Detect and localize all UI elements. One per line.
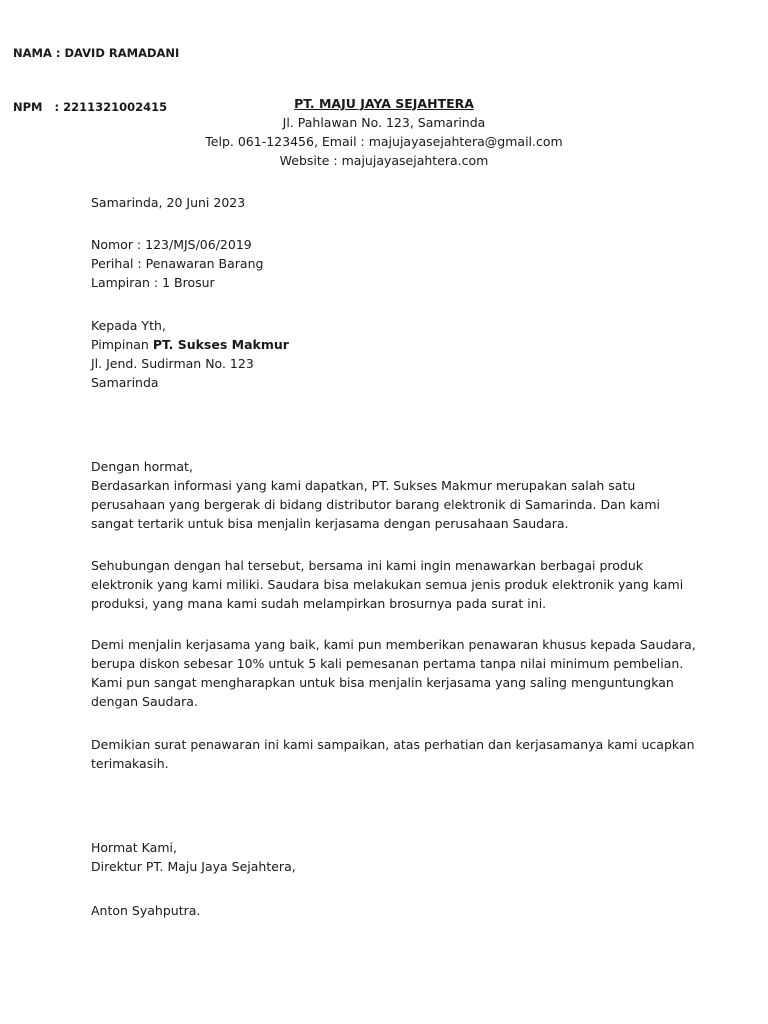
paragraph-1-line: perusahaan yang bergerak di bidang distributor barang elektronik di Samarinda. Dan kami bbox=[91, 497, 660, 512]
recipient-greeting: Kepada Yth, bbox=[91, 318, 166, 333]
signatory-name: Anton Syahputra. bbox=[91, 903, 201, 918]
paragraph-4 bbox=[91, 735, 695, 773]
recipient-title-prefix: Pimpinan bbox=[91, 337, 153, 352]
letter-date: Samarinda, 20 Juni 2023 bbox=[91, 195, 246, 210]
closing-regards: Hormat Kami, bbox=[91, 840, 177, 855]
recipient-title bbox=[91, 335, 691, 354]
paragraph-2-line: elektronik yang kami miliki. Saudara bisa melakukan semua jenis produk elektronik yang kami bbox=[91, 577, 684, 592]
closing-position: Direktur PT. Maju Jaya Sejahtera, bbox=[91, 859, 296, 874]
paragraph-2-line: produksi, yang mana kami sudah melampirkan brosurnya pada surat ini. bbox=[91, 596, 547, 611]
paragraph-2-line: Sehubungan dengan hal tersebut, bersama ini kami ingin menawarkan berbagai produk bbox=[91, 558, 644, 573]
company-contact: Telp. 061-123456, Email : majujayasejahtera@gmail.com bbox=[205, 134, 563, 149]
paragraph-3-line: Demi menjalin kerjasama yang baik, kami pun memberikan penawaran khusus kepada Saudara, bbox=[91, 637, 696, 652]
recipient-company: PT. Sukses Makmur bbox=[152, 337, 289, 352]
letter-date-block bbox=[91, 193, 691, 212]
recipient-block bbox=[91, 316, 691, 392]
paragraph-3-line: Kami pun sangat mengharapkan untuk bisa menjalin kerjasama yang saling menguntungkan bbox=[91, 675, 674, 690]
company-website: Website : majujayasejahtera.com bbox=[279, 153, 489, 168]
salutation: Dengan hormat, bbox=[91, 459, 193, 474]
letter-number: Nomor : 123/MJS/06/2019 bbox=[91, 237, 252, 252]
paragraph-4-line: Demikian surat penawaran ini kami sampaikan, atas perhatian dan kerjasamanya kami ucapkan bbox=[91, 737, 695, 752]
recipient-city: Samarinda bbox=[91, 375, 159, 390]
paragraph-1-line: Berdasarkan informasi yang kami dapatkan, PT. Sukses Makmur merupakan salah satu bbox=[91, 478, 636, 493]
paragraph-3 bbox=[91, 635, 696, 711]
letter-subject: Perihal : Penawaran Barang bbox=[91, 256, 264, 271]
paragraph-1-line: sangat tertarik untuk bisa menjalin kerjasama dengan perusahaan Saudara. bbox=[91, 516, 569, 531]
paragraph-2 bbox=[91, 556, 691, 613]
paragraph-3-line: berupa diskon sebesar 10% untuk 5 kali pemesanan pertama tanpa nilai minimum pembelian. bbox=[91, 656, 684, 671]
recipient-street: Jl. Jend. Sudirman No. 123 bbox=[91, 356, 254, 371]
company-address: Jl. Pahlawan No. 123, Samarinda bbox=[282, 115, 486, 130]
paragraph-4-line: terimakasih. bbox=[91, 756, 169, 771]
student-name: NAMA : DAVID RAMADANI bbox=[13, 46, 180, 60]
letter-meta bbox=[91, 235, 691, 292]
signature-block bbox=[91, 901, 691, 920]
company-name: PT. MAJU JAYA SEJAHTERA bbox=[294, 96, 474, 111]
letter-body-intro bbox=[91, 457, 691, 533]
letterhead bbox=[0, 94, 768, 170]
paragraph-3-line: dengan Saudara. bbox=[91, 694, 198, 709]
letter-attachment: Lampiran : 1 Brosur bbox=[91, 275, 215, 290]
closing-block bbox=[91, 838, 691, 876]
student-npm: NPM : 2211321002415 bbox=[13, 100, 168, 114]
